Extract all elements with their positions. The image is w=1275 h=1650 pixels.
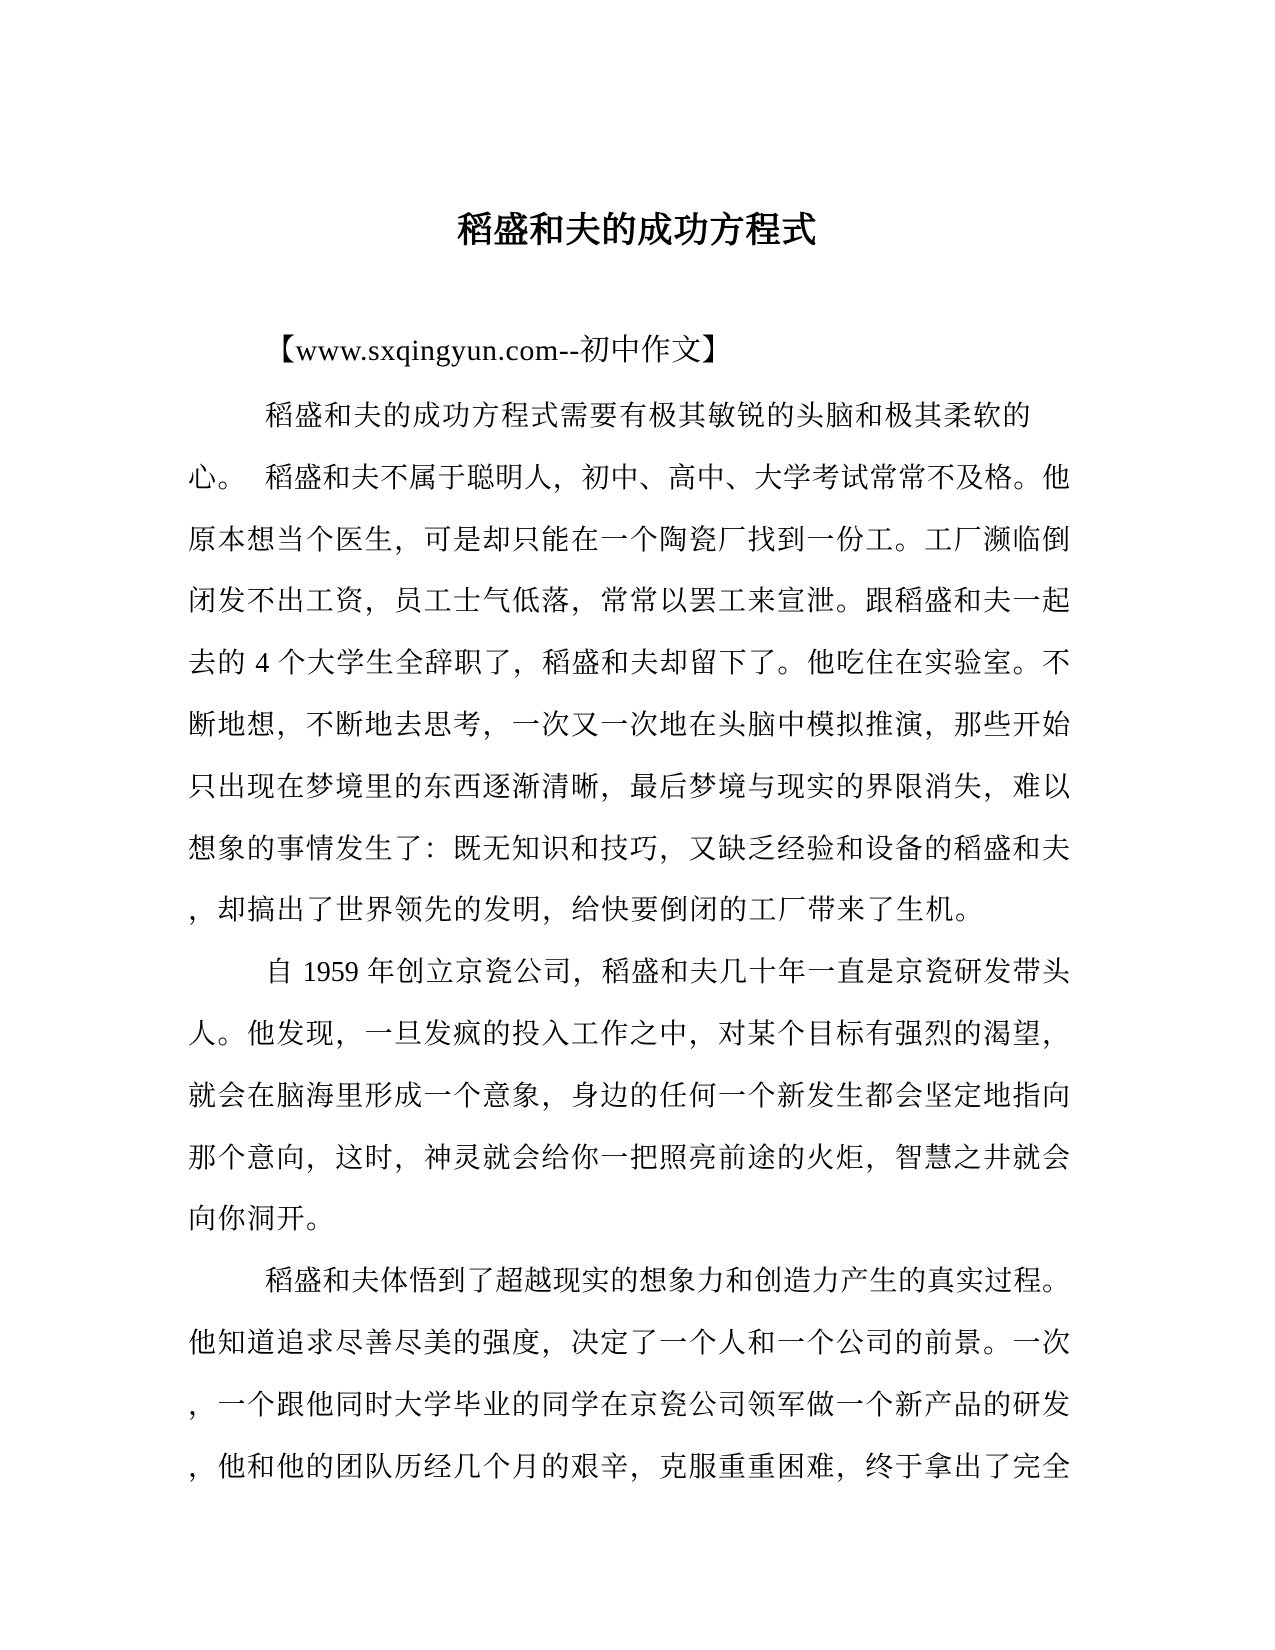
- body-line: 稻盛和夫不属于聪明人，初中、高中、大学考试常常不及格。他: [265, 462, 1070, 494]
- body-line: 闭发不出工资，员工士气低落，常常以罢工来宣泄。跟稻盛和夫一起: [188, 586, 1070, 618]
- body-line: 原本想当个医生，可是却只能在一个陶瓷厂找到一份工。工厂濒临倒: [188, 524, 1070, 556]
- body-line: 那个意向，这时，神灵就会给你一把照亮前途的火炬，智慧之井就会: [188, 1142, 1070, 1174]
- body-line: ，他和他的团队历经几个月的艰辛，克服重重困难，终于拿出了完全: [188, 1451, 1070, 1483]
- body-line: 断地想，不断地去思考，一次又一次地在头脑中模拟推演，那些开始: [188, 709, 1070, 741]
- body-line: 只出现在梦境里的东西逐渐清晰，最后梦境与现实的界限消失，难以: [188, 771, 1070, 803]
- body-line: 稻盛和夫体悟到了超越现实的想象力和创造力产生的真实过程。: [265, 1266, 1070, 1298]
- body-line: 自 1959 年创立京瓷公司，稻盛和夫几十年一直是京瓷研发带头: [265, 957, 1070, 989]
- body-line: ，却搞出了世界领先的发明，给快要倒闭的工厂带来了生机。: [188, 895, 985, 927]
- body-line: ，一个跟他同时大学毕业的同学在京瓷公司领军做一个新产品的研发: [188, 1389, 1070, 1421]
- body-line: 他知道追求尽善尽美的强度，决定了一个人和一个公司的前景。一次: [188, 1327, 1070, 1359]
- document-body: [188, 386, 1070, 1498]
- body-line: 想象的事情发生了：既无知识和技巧，又缺乏经验和设备的稻盛和夫: [188, 833, 1070, 865]
- source-tag-line: 【www.sxqingyun.com--初中作文】: [265, 334, 733, 367]
- body-line: 稻盛和夫的成功方程式需要有极其敏锐的头脑和极其柔软的心。: [188, 401, 1033, 494]
- body-line: 去的 4 个大学生全辞职了，稻盛和夫却留下了。他吃住在实验室。不: [188, 648, 1070, 680]
- body-line: 人。他发现，一旦发疯的投入工作之中，对某个目标有强烈的渴望，: [188, 1018, 1070, 1050]
- body-line: 就会在脑海里形成一个意象，身边的任何一个新发生都会坚定地指向: [188, 1080, 1070, 1112]
- document-title: 稻盛和夫的成功方程式: [457, 211, 818, 251]
- body-line: 向你洞开。: [188, 1204, 336, 1236]
